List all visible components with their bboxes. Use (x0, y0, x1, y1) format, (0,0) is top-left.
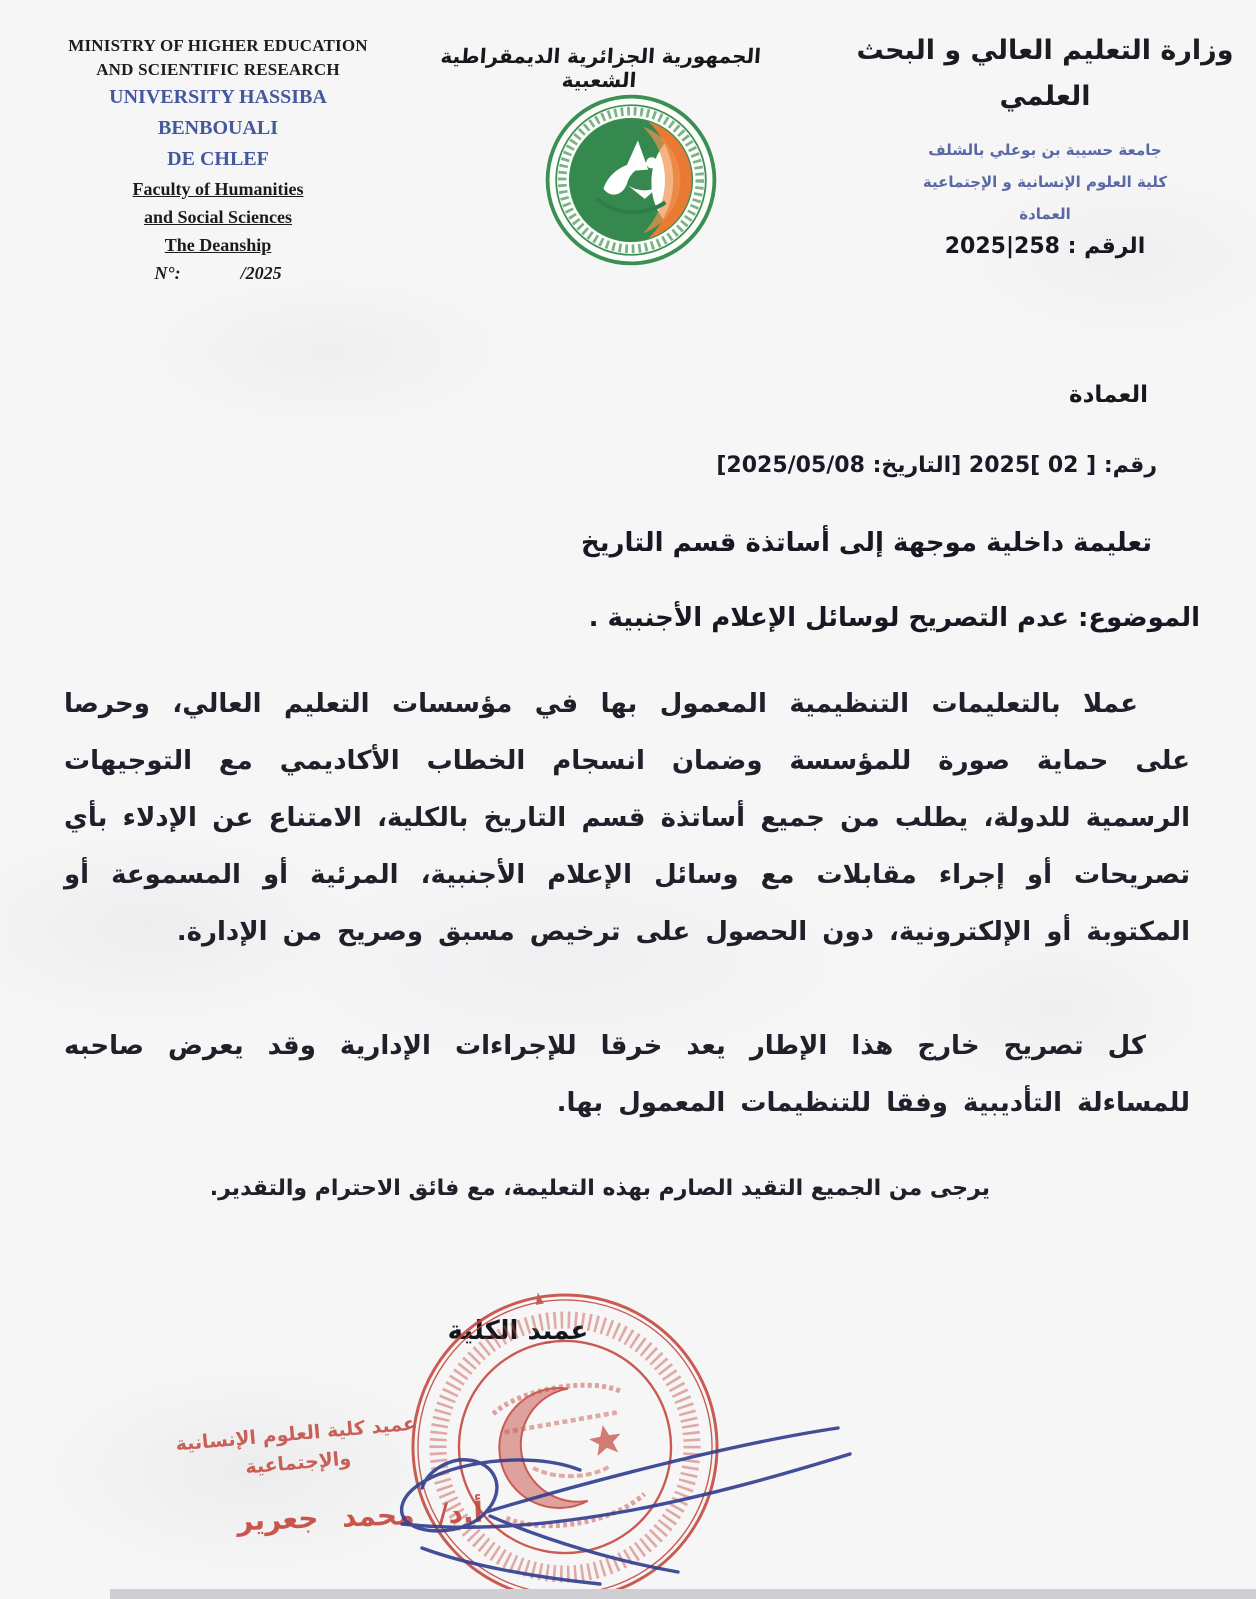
body-paragraph-1: عملا بالتعليمات التنظيمية المعمول بها في مؤسسات التعليم العالي، وحرصا على حماية صورة للمؤسسة وضمان انسجام الخطاب الأكاديمي مع التوجيهات الرسمية للدولة، يطلب من جميع أساتذة قسم التاريخ بالكلية، الامتناع عن الإدلاء بأي تصريحات أو إجراء مقابلات مع وسائل الإعلام الأجنبية، المرئية أو المسموعة أو المكتوبة أو الإلكترونية، دون الحصول على ترخيص مسبق وصريح من الإدارة. (64, 689, 1190, 947)
red-stamp-text-line-2: والإجتماعية (244, 1447, 353, 1479)
reference-date-line: رقم: [ 02 ]2025 [التاريخ: 2025/05/08] (716, 453, 1157, 478)
university-line-2: BENBOUALI (157, 117, 279, 139)
reference-number-arabic: الرقم : 258|2025 (944, 234, 1146, 259)
header-right-arabic (845, 28, 1245, 259)
closing-line: يرجى من الجميع التقيد الصارم بهذه التعليمة، مع فائق الاحترام والتقدير. (209, 1176, 990, 1201)
university-line-1: UNIVERSITY HASSIBA (109, 86, 327, 108)
ministry-line-1: MINISTRY OF HIGHER EDUCATION (68, 36, 368, 55)
university-logo-seal-icon (545, 92, 717, 268)
faculty-line-1: Faculty of Humanities (132, 179, 304, 199)
deanship-heading: العمادة (1069, 382, 1148, 408)
university-arabic: جامعة حسيبة بن بوعلي بالشلف (928, 141, 1162, 159)
red-stamp-text-line-1: عميد كلية العلوم الإنسانية (174, 1412, 417, 1456)
letter-subject: الموضوع: عدم التصريح لوسائل الإعلام الأجنبية . (588, 603, 1200, 633)
header-left-english (58, 34, 378, 284)
deanship-line: The Deanship (164, 235, 272, 255)
faculty-line-2: and Social Sciences (143, 207, 292, 227)
ministry-arabic-line-2: العلمي (999, 81, 1091, 112)
letter-title: تعليمة داخلية موجهة إلى أساتذة قسم التاريخ (581, 528, 1152, 558)
ministry-line-2: AND SCIENTIFIC RESEARCH (96, 60, 340, 79)
reference-number-label: N°: (154, 263, 181, 283)
reference-number-value: /2025 (240, 263, 282, 283)
university-line-3: DE CHLEF (167, 148, 269, 170)
scan-edge-artifact (110, 1589, 1256, 1599)
signature-title: عميد الكلية (447, 1316, 589, 1346)
body-paragraph-2: كل تصريح خارج هذا الإطار يعد خرقا للإجراءات الإدارية وقد يعرض صاحبه للمساءلة التأديبية وفقا للتنظيمات المعمول بها. (64, 1031, 1190, 1118)
ministry-arabic-line-1: وزارة التعليم العالي و البحث (856, 35, 1234, 66)
republic-title: الجمهورية الجزائرية الديمقراطية الشعبية (439, 44, 762, 92)
reference-number-line (58, 263, 378, 284)
deanship-arabic: العمادة (1019, 205, 1071, 223)
handwritten-signature-icon (250, 1398, 890, 1598)
signer-name: أ.د/ محمد جعرير (236, 1495, 484, 1538)
faculty-arabic: كلية العلوم الإنسانية و الإجتماعية (922, 173, 1168, 191)
